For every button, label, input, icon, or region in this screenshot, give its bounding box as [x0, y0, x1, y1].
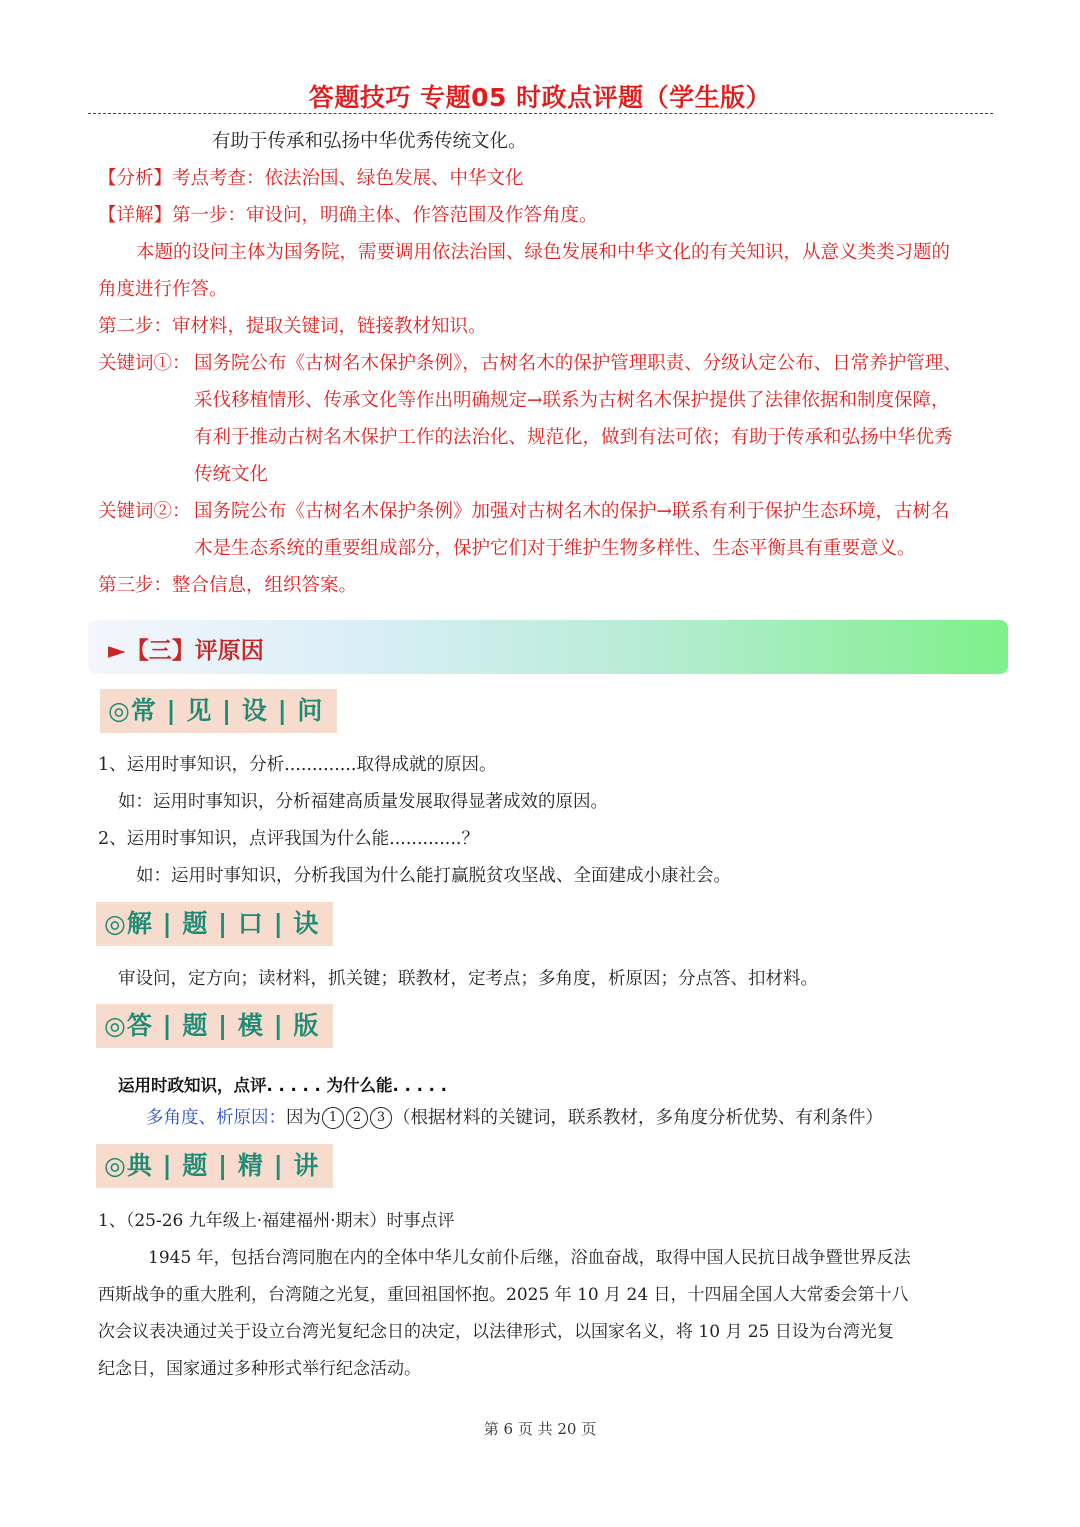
example-1-line: 1945 年，包括台湾同胞在内的全体中华儿女前仆后继，浴血奋战，取得中国人民抗日战争暨世界反法	[148, 1248, 911, 1268]
step-two-line: 第二步：审材料，提取关键词，链接教材知识。	[98, 316, 487, 337]
example-1-header: 1、（25-26 九年级上·福建福州·期末）时事点评	[98, 1211, 455, 1231]
continuation-line: 有助于传承和弘扬中华优秀传统文化。	[212, 131, 527, 152]
page-number: 第 6 页 共 20 页	[483, 1420, 597, 1438]
chip-typical-examples: ◎典 | 题 | 精 | 讲	[96, 1144, 333, 1188]
keyword-1-line: 采伐移植情形、传承文化等作出明确规定→联系为古树名木保护提供了法律依据和制度保障，	[194, 390, 950, 411]
page-title: 答题技巧 专题05 时政点评题（学生版）	[308, 83, 772, 112]
example-1-line: 西斯战争的重大胜利，台湾随之光复，重回祖国怀抱。2025 年 10 月 24 日，十四届全国人大常委会第十八	[98, 1285, 909, 1305]
template-blue-label: 多角度、析原因：	[146, 1108, 286, 1128]
example-1-line: 次会议表决通过关于设立台湾光复纪念日的决定，以法律形式，以国家名义，将 10 月 25 日设为台湾光复	[98, 1322, 894, 1342]
detail-paragraph-line: 角度进行作答。	[98, 279, 228, 300]
section-three-title: ►【三】评原因	[108, 638, 264, 664]
keyword-1-line: 国务院公布《古树名木保护条例》，古树名木的保护管理职责、分级认定公布、日常养护管理、	[194, 353, 962, 374]
header-divider	[88, 113, 993, 114]
circled-number: 3	[370, 1107, 392, 1129]
keyword-2-label: 关键词②：	[98, 501, 191, 522]
keyword-1-label: 关键词①：	[98, 353, 191, 374]
question-1-example: 如：运用时事知识，分析福建高质量发展取得显著成效的原因。	[118, 792, 608, 812]
circled-number: 2	[346, 1107, 368, 1129]
detail-paragraph-line: 本题的设问主体为国务院，需要调用依法治国、绿色发展和中华文化的有关知识，从意义类类习题的	[136, 242, 951, 263]
keyword-2-line: 国务院公布《古树名木保护条例》加强对古树名木的保护→联系有利于保护生态环境，古树名	[194, 501, 950, 522]
circled-number: 1	[322, 1107, 344, 1129]
question-2-example: 如：运用时事知识，分析我国为什么能打赢脱贫攻坚战、全面建成小康社会。	[136, 866, 731, 886]
template-hint: （根据材料的关键词，联系教材，多角度分析优势、有利条件）	[393, 1108, 883, 1128]
keyword-1-line: 有利于推动古树名木保护工作的法治化、规范化，做到有法可依；有助于传承和弘扬中华优秀	[194, 427, 953, 448]
chip-answer-template: ◎答 | 题 | 模 | 版	[96, 1004, 333, 1048]
template-line: 运用时政知识，点评. . . . . 为什么能. . . . .	[118, 1076, 447, 1095]
template-because: 因为	[286, 1108, 321, 1128]
question-2: 2、运用时事知识，点评我国为什么能.............？	[98, 829, 479, 849]
keyword-2-line: 木是生态系统的重要组成部分，保护它们对于维护生物多样性、生态平衡具有重要意义。	[194, 538, 916, 559]
keyword-1-line: 传统文化	[194, 464, 269, 485]
chip-common-questions: ◎常 | 见 | 设 | 问	[100, 689, 337, 733]
step-three-line: 第三步：整合信息，组织答案。	[98, 575, 358, 596]
analysis-line: 【分析】考点考查：依法治国、绿色发展、中华文化	[98, 168, 524, 189]
example-1-line: 纪念日，国家通过多种形式举行纪念活动。	[98, 1359, 421, 1379]
template-answer-line	[146, 1100, 883, 1137]
detail-line: 【详解】第一步：审设问，明确主体、作答范围及作答角度。	[98, 205, 598, 226]
question-1: 1、运用时事知识，分析.............取得成就的原因。	[98, 755, 497, 775]
tips-text: 审设问，定方向；读材料，抓关键；联教材，定考点；多角度，析原因；分点答、扣材料。	[118, 969, 818, 989]
section-three-banner	[88, 620, 1008, 674]
chip-solving-tips: ◎解 | 题 | 口 | 诀	[96, 902, 333, 946]
